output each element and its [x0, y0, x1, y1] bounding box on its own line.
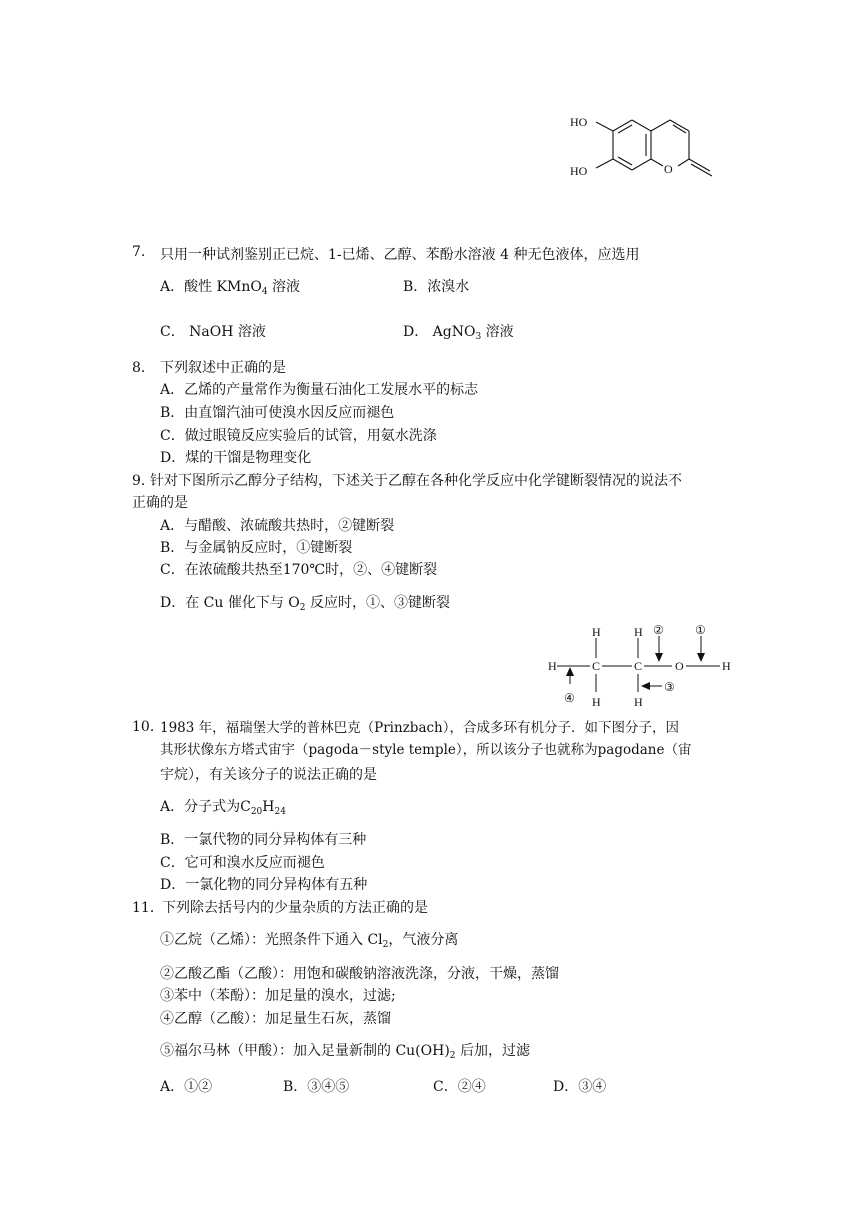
question-11-item-2: ②乙酸乙酯（乙酸）：用饱和碳酸钠溶液洗涤，分液，干燥，蒸馏: [160, 966, 559, 982]
question-9-line1: 针对下图所示乙醇分子结构，下述关于乙醇在各种化学反应中化学键断裂情况的说法不: [150, 473, 682, 489]
question-11-item-1: ①乙烷（乙烯）：光照条件下通入 $Cl_2$，气液分离: [160, 932, 459, 950]
question-10-line1: 1983 年，福瑞堡大学的普林巴克（Prinzbach），合成多环有机分子．如下图分子，因: [160, 720, 680, 736]
question-8-number: 8．: [132, 360, 155, 376]
question-11-option-a: A．①②: [160, 1079, 213, 1095]
ethanol-c2: C: [634, 659, 643, 673]
question-10-line2: 其形状像东方塔式宙宇（pagoda－style temple），所以该分子也就称为pagodane（宙: [160, 742, 692, 758]
question-10-option-c: C．它可和溴水反应而褪色: [160, 855, 325, 871]
question-8-option-a: A．乙烯的产量常作为衡量石油化工发展水平的标志: [160, 382, 479, 398]
question-11-text: 下列除去括号内的少量杂质的方法正确的是: [162, 900, 428, 916]
question-8-option-b: B．由直馏汽油可使溴水因反应而褪色: [160, 405, 395, 421]
question-7-option-d: D． AgNO$_3$ 溶液: [403, 324, 514, 342]
ethanol-h-c2-top: H: [634, 625, 643, 639]
question-10-option-d: D．一氯化物的同分异构体有五种: [160, 877, 368, 893]
question-11-option-b: B．③④⑤: [283, 1079, 350, 1095]
question-8-text: 下列叙述中正确的是: [160, 360, 286, 376]
ethanol-h-right: H: [722, 659, 731, 673]
bond-label-4: ④: [564, 691, 575, 705]
bond-label-3: ③: [664, 680, 675, 694]
ethanol-o: O: [675, 659, 684, 673]
question-10-option-b: B．一氯代物的同分异构体有三种: [160, 832, 367, 848]
question-11-number: 11．: [132, 900, 164, 916]
question-9-option-d: D．在 Cu 催化下与 $O_2$ 反应时，①、③键断裂: [160, 595, 450, 613]
bond-label-1: ①: [695, 623, 706, 637]
question-11-option-c: C．②④: [433, 1079, 486, 1095]
question-8-option-d: D．煤的干馏是物理变化: [160, 450, 312, 466]
ethanol-h-left: H: [548, 659, 557, 673]
ethanol-h-c1-top: H: [592, 625, 601, 639]
top-structure-diagram: [560, 100, 770, 200]
question-9-option-a: A．与醋酸、浓硫酸共热时，②键断裂: [160, 518, 395, 534]
ring-oxygen-label: O: [664, 162, 673, 176]
question-7-text: 只用一种试剂鉴别正已烷、1-已烯、乙醇、苯酚水溶液 4 种无色液体，应选用: [160, 247, 640, 263]
ethanol-h-c2-bottom: H: [634, 695, 643, 709]
ho-label-lower: HO: [570, 164, 588, 178]
question-10-option-a: A．分子式为$C_{20}H_{24}$: [160, 799, 286, 817]
question-7-number: 7.: [132, 244, 146, 260]
question-9-option-c: C．在浓硫酸共热至170℃时，②、④键断裂: [160, 562, 438, 578]
ethanol-h-c1-bottom: H: [592, 695, 601, 709]
question-8-option-c: C．做过眼镜反应实验后的试管，用氨水洗涤: [160, 428, 437, 444]
question-11-item-5: ⑤福尔马林（甲酸）：加入足量新制的 $Cu(OH)_2$ 后加，过滤: [160, 1043, 530, 1061]
ethanol-structure-diagram: [540, 620, 740, 712]
question-10-number: 10．: [132, 719, 164, 735]
question-11-item-3: ③苯中（苯酚）：加足量的溴水，过滤;: [160, 988, 396, 1004]
question-9-option-b: B．与金属钠反应时，①键断裂: [160, 540, 353, 556]
question-10-line3: 宇烷），有关该分子的说法正确的是: [160, 767, 377, 783]
question-7-option-b: B．浓溴水: [403, 279, 470, 295]
question-11-item-4: ④乙醇（乙酸）：加足量生石灰，蒸馏: [160, 1011, 391, 1027]
question-7-option-c: C． NaOH 溶液: [160, 324, 266, 340]
question-11-option-d: D．③④: [553, 1079, 607, 1095]
bond-label-2: ②: [653, 623, 664, 637]
ethanol-c1: C: [592, 659, 601, 673]
question-9-line2: 正确的是: [132, 495, 188, 511]
question-9-number: 9．: [132, 473, 155, 489]
question-7-option-a: A．酸性 KMnO$_4$ 溶液: [160, 279, 301, 297]
ho-label-upper: HO: [570, 115, 588, 129]
